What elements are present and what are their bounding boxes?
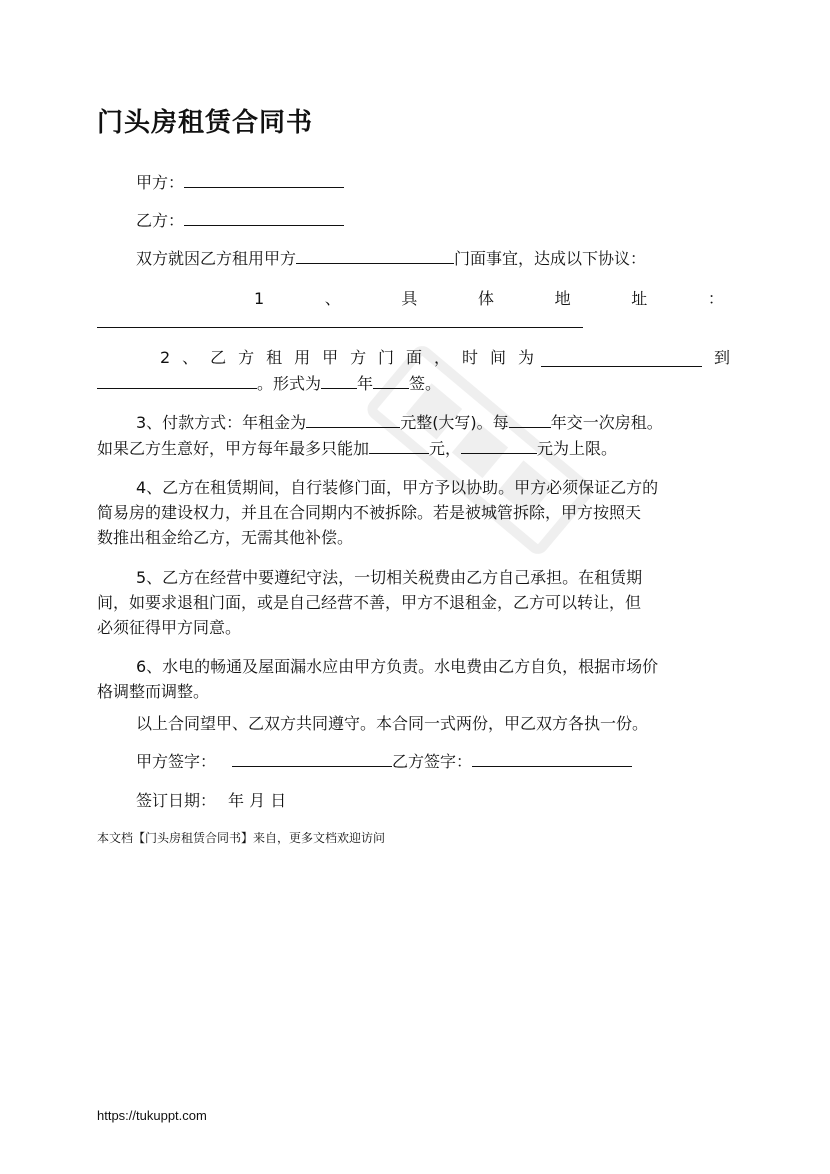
clause2-token: 时 [462,348,479,367]
clause2-sign-blank[interactable] [373,370,409,389]
clause5-line: 5、乙方在经营中要遵纪守法，一切相关税费由乙方自己承担。在租赁期 [136,568,643,587]
clause2-token: 用 [294,348,311,367]
clause2-token: 门 [378,348,395,367]
clause2-line2 [97,367,441,400]
party-b-label: 乙方： [136,211,185,230]
clause2-token: 2 [160,348,171,367]
clause2-token: 方 [350,348,367,367]
clause2-years-blank[interactable] [321,370,357,389]
pay-period-blank[interactable] [509,409,551,428]
sign-a-blank[interactable] [232,748,392,767]
sign-a-label: 甲方签字： [136,752,217,771]
clause2-token: 乙 [210,348,227,367]
rent-amount-blank[interactable] [306,409,400,428]
party-a-line [136,166,344,199]
intro-suffix: 门面事宜，达成以下协议： [454,249,647,268]
clause3-text: 年交一次房租。 [550,413,663,432]
footer-note: 本文档【门头房租赁合同书】来自，更多文档欢迎访问 [97,831,386,845]
clause3-line2 [97,432,617,465]
clause2-format-prefix: 。形式为 [257,374,322,393]
clause1-token: ： [707,289,724,308]
clause3-text: 3、付款方式：年租金为 [136,413,307,432]
clause3-text: 如果乙方生意好，甲方每年最多只能加 [97,439,370,458]
clause5-line: 间，如要求退租门面，或是自己经营不善，甲方不退租金，乙方可以转让，但 [97,593,642,612]
clause2-start-blank[interactable] [541,366,702,367]
clause2-token: 租 [266,348,283,367]
clause1-token: 体 [478,289,495,308]
party-b-blank[interactable] [184,207,344,226]
clause6-line: 格调整而调整。 [97,682,210,701]
clause3-text: 元， [429,439,462,458]
intro-prefix: 双方就因乙方租用甲方 [136,249,297,268]
clause1-token: 、 [324,289,341,308]
clause2-token: 、 [182,348,199,367]
clause2-end-blank[interactable] [97,370,257,389]
date-line [136,784,286,817]
clause1-line [254,282,724,315]
clause4-line: 简易房的建设权力，并且在合同期内不被拆除。若是被城管拆除，甲方按照天 [97,503,642,522]
intro-blank[interactable] [296,245,454,264]
party-b-line [136,204,344,237]
clause1-token: 地 [554,289,571,308]
intro-line [136,242,646,275]
sign-b-blank[interactable] [472,748,632,767]
clause2-sign: 签。 [409,374,442,393]
clause5-line: 必须征得甲方同意。 [97,618,242,637]
increase-amount-blank[interactable] [369,435,429,454]
clause1-address-blank[interactable] [97,327,583,328]
clause6-line: 6、水电的畅通及屋面漏水应由甲方负责。水电费由乙方自负，根据市场价 [136,657,659,676]
document-title: 门头房租赁合同书 [97,108,314,138]
signature-line [136,745,632,778]
clause2-token: 为 [517,348,534,367]
clause1-token: 具 [401,289,418,308]
date-label: 签订日期： [136,791,217,810]
clause2-token: 方 [238,348,255,367]
clause2-token: 间 [489,348,506,367]
clause2-year: 年 [357,374,374,393]
clause4-line: 4、乙方在租赁期间，自行装修门面，甲方予以协助。甲方必须保证乙方的 [136,478,659,497]
clause1-token: 1 [254,289,265,308]
party-a-label: 甲方： [136,173,185,192]
source-url[interactable]: https://tukuppt.com [97,1108,207,1123]
clause2-token: ， [434,348,451,367]
date-value: 年 月 日 [228,791,287,810]
sign-b-label: 乙方签字： [392,752,473,771]
clause2-to: 到 [714,348,731,367]
clause2-token: 甲 [322,348,339,367]
clause1-token: 址 [631,289,648,308]
clause4-line: 数推出租金给乙方，无需其他补偿。 [97,528,354,547]
closing-line: 以上合同望甲、乙双方共同遵守。本合同一式两份，甲乙双方各执一份。 [136,714,649,733]
clause3-text: 元为上限。 [537,439,618,458]
clause3-text: 元整(大写)。每 [400,413,509,432]
increase-cap-blank[interactable] [461,435,537,454]
party-a-blank[interactable] [184,169,344,188]
clause2-token: 面 [406,348,423,367]
